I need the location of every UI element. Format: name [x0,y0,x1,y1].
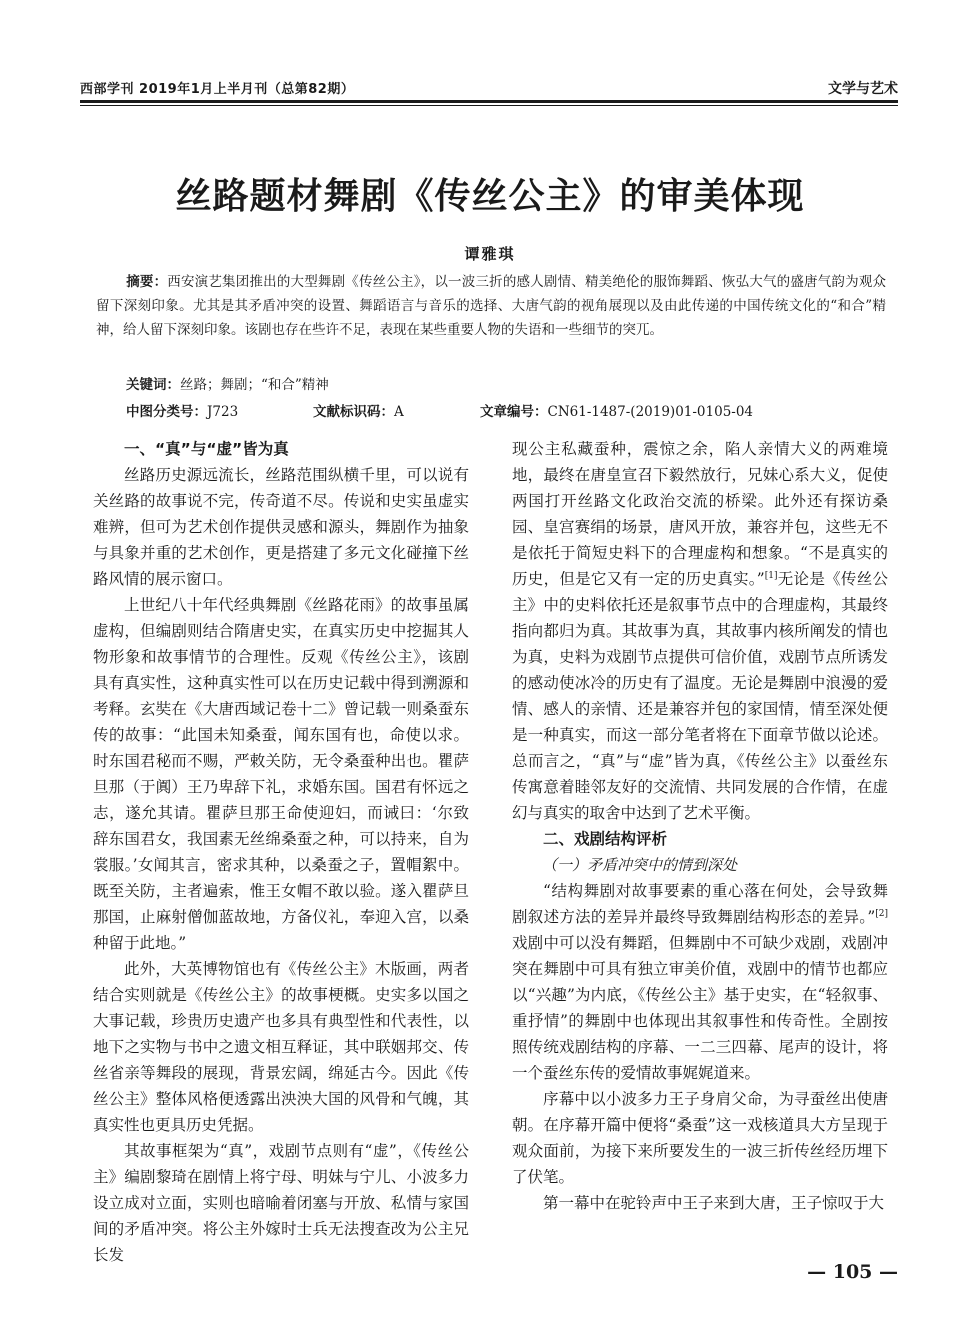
article-number-label: 文章编号： [480,404,548,420]
article-number-value: CN61-1487-(2019)01-0105-04 [547,404,754,420]
abstract-text: 西安演艺集团推出的大型舞剧《传丝公主》，以一波三折的感人剧情、精美绝伦的服饰舞蹈、恢弘大气的盛唐气韵为观众留下深刻印象。尤其是其矛盾冲突的设置、舞蹈语言与音乐的选择、大唐气韵的视角展现以及由此传递的中国传统文化的“和合”精神，给人留下深刻印象。该剧也存在些许不足，表现在某些重要人物的失语和一些细节的突兀。 [96,274,887,338]
article-number [480,400,753,420]
keywords [126,373,329,393]
journal-header: 西部学刊 2019年1月上半月刊（总第82期） [80,82,355,97]
abstract [96,270,886,342]
paragraph-text: 无论是《传丝公主》中的史料依托还是叙事节点中的合理虚构，其最终指向都归为真。其故事为真，其故事内核所阐发的情也为真，史料为戏剧节点提供可信价值，戏剧节点所诱发的感动使冰冷的历史有了温度。无论是舞剧中浪漫的爱情、感人的亲情、还是兼容并包的家国情，情至深处便是一种真实，而这一部分笔者将在下面章节做以论述。总而言之，“真”与“虚”皆为真，《传丝公主》以蚕丝东传寓意着睦邻友好的交流情、共同发展的合作情，在虚幻与真实的取舍中达到了艺术平衡。 [512,570,888,822]
paragraph-text: 现公主私藏蚕种，震惊之余，陷人亲情大义的两难境地，最终在唐皇宣召下毅然放行，兄妹心系大义，促使两国打开丝路文化政治交流的桥梁。此外还有探访桑园、皇宫赛绢的场景，唐风开放，兼容并包，这些无不是依托于简短史料下的合理虚构和想象。“不是真实的历史，但是它又有一定的历史真实。” [512,440,888,588]
document-code [313,400,404,420]
paragraph: 第一幕中在驼铃声中王子来到大唐，王子惊叹于大 [543,1194,885,1212]
abstract-label: 摘要： [126,274,168,290]
left-column [93,436,469,1268]
doc-code-label: 文献标识码： [313,404,394,420]
section-heading-1: 一、“真”与“虚”皆为真 [124,440,289,458]
subsection-heading: （一）矛盾冲突中的情到深处 [542,856,738,874]
header-rule-thin [80,105,898,106]
classification-number [126,400,238,420]
article-title: 丝路题材舞剧《传丝公主》的审美体现 [175,176,805,217]
paragraph-text: 戏剧中可以没有舞蹈，但舞剧中不可缺少戏剧，戏剧冲突在舞剧中可具有独立审美价值，戏剧中的情节也都应以“兴趣”为内底，《传丝公主》基于史实，在“轻叙事、重抒情”的舞剧中也体现出其叙事性和传奇性。全剧按照传统戏剧结构的序幕、一二三四幕、尾声的设计，将一个蚕丝东传的爱情故事娓娓道来。 [512,934,888,1082]
author-name: 谭雅琪 [464,245,516,263]
doc-code-value: A [394,404,404,420]
right-column [512,436,888,1216]
section-header: 文学与艺术 [828,81,898,97]
paragraph: 其故事框架为“真”，戏剧节点则有“虚”，《传丝公主》编剧黎琦在剧情上将宁母、明妹与宁儿、小波多力设立成对立面，实则也暗喻着闭塞与开放、私情与家国间的矛盾冲突。将公主外嫁时士兵无法搜查改为公主兄长发 [93,1142,469,1264]
reference-marker: [2] [875,908,888,919]
paragraph-continued [512,436,888,826]
paragraph: 此外，大英博物馆也有《传丝公主》木版画，两者结合实则就是《传丝公主》的故事梗概。史实多以国之大事记载，珍贵历史遗产也多具有典型性和代表性，以地下之实物与书中之遗文相互释证，其中联姻邦交、传丝省亲等舞段的展现，背景宏阔，绵延古今。因此《传丝公主》整体风格便透露出泱泱大国的风骨和气魄，其真实性也更具历史凭据。 [93,960,469,1134]
paragraph [512,878,888,1086]
paragraph-text: “结构舞剧对故事要素的重心落在何处，会导致舞剧叙述方法的差异并最终导致舞剧结构形态的差异。” [512,882,888,926]
page-number: — 105 — [807,1261,898,1283]
section-heading-2: 二、戏剧结构评析 [543,830,668,848]
keywords-label: 关键词： [126,377,180,393]
keywords-text: 丝路；舞剧；“和合”精神 [180,377,329,393]
reference-marker: [1] [764,570,778,581]
classification-label: 中图分类号： [126,404,207,420]
header-rule-thick [80,100,898,103]
classification-value: J723 [207,404,239,420]
paragraph: 丝路历史源远流长，丝路范围纵横千里，可以说有关丝路的故事说不完，传奇道不尽。传说和史实虽虚实难辨，但可为艺术创作提供灵感和源头，舞剧作为抽象与具象并重的艺术创作，更是搭建了多元文化碰撞下丝路风情的展示窗口。 [93,466,469,588]
paragraph: 上世纪八十年代经典舞剧《丝路花雨》的故事虽属虚构，但编剧则结合隋唐史实，在真实历史中挖掘其人物形象和故事情节的合理性。反观《传丝公主》，该剧具有真实性，这种真实性可以在历史记载中得到溯源和考释。玄奘在《大唐西域记卷十二》曾记载一则桑蚕东传的故事：“此国未知桑蚕，闻东国有也，命使以求。时东国君秘而不赐，严敕关防，无令桑蚕种出也。瞿萨旦那（于阗）王乃卑辞下礼，求婚东国。国君有怀远之志，遂允其请。瞿萨旦那王命使迎妇，而诫曰：‘尔致辞东国君女，我国素无丝绵桑蚕之种，可以持来，自为裳服。’女闻其言，密求其种，以桑蚕之子，置帽絮中。既至关防，主者遍索，惟王女帽不敢以验。遂入瞿萨旦那国，止麻射僧伽蓝故地，方备仪礼，奉迎入宫，以桑种留于此地。” [93,596,469,952]
paragraph: 序幕中以小波多力王子身肩父命，为寻蚕丝出使唐朝。在序幕开篇中便将“桑蚕”这一戏核道具大方呈现于观众面前，为接下来所要发生的一波三折传丝经历埋下了伏笔。 [512,1090,888,1186]
